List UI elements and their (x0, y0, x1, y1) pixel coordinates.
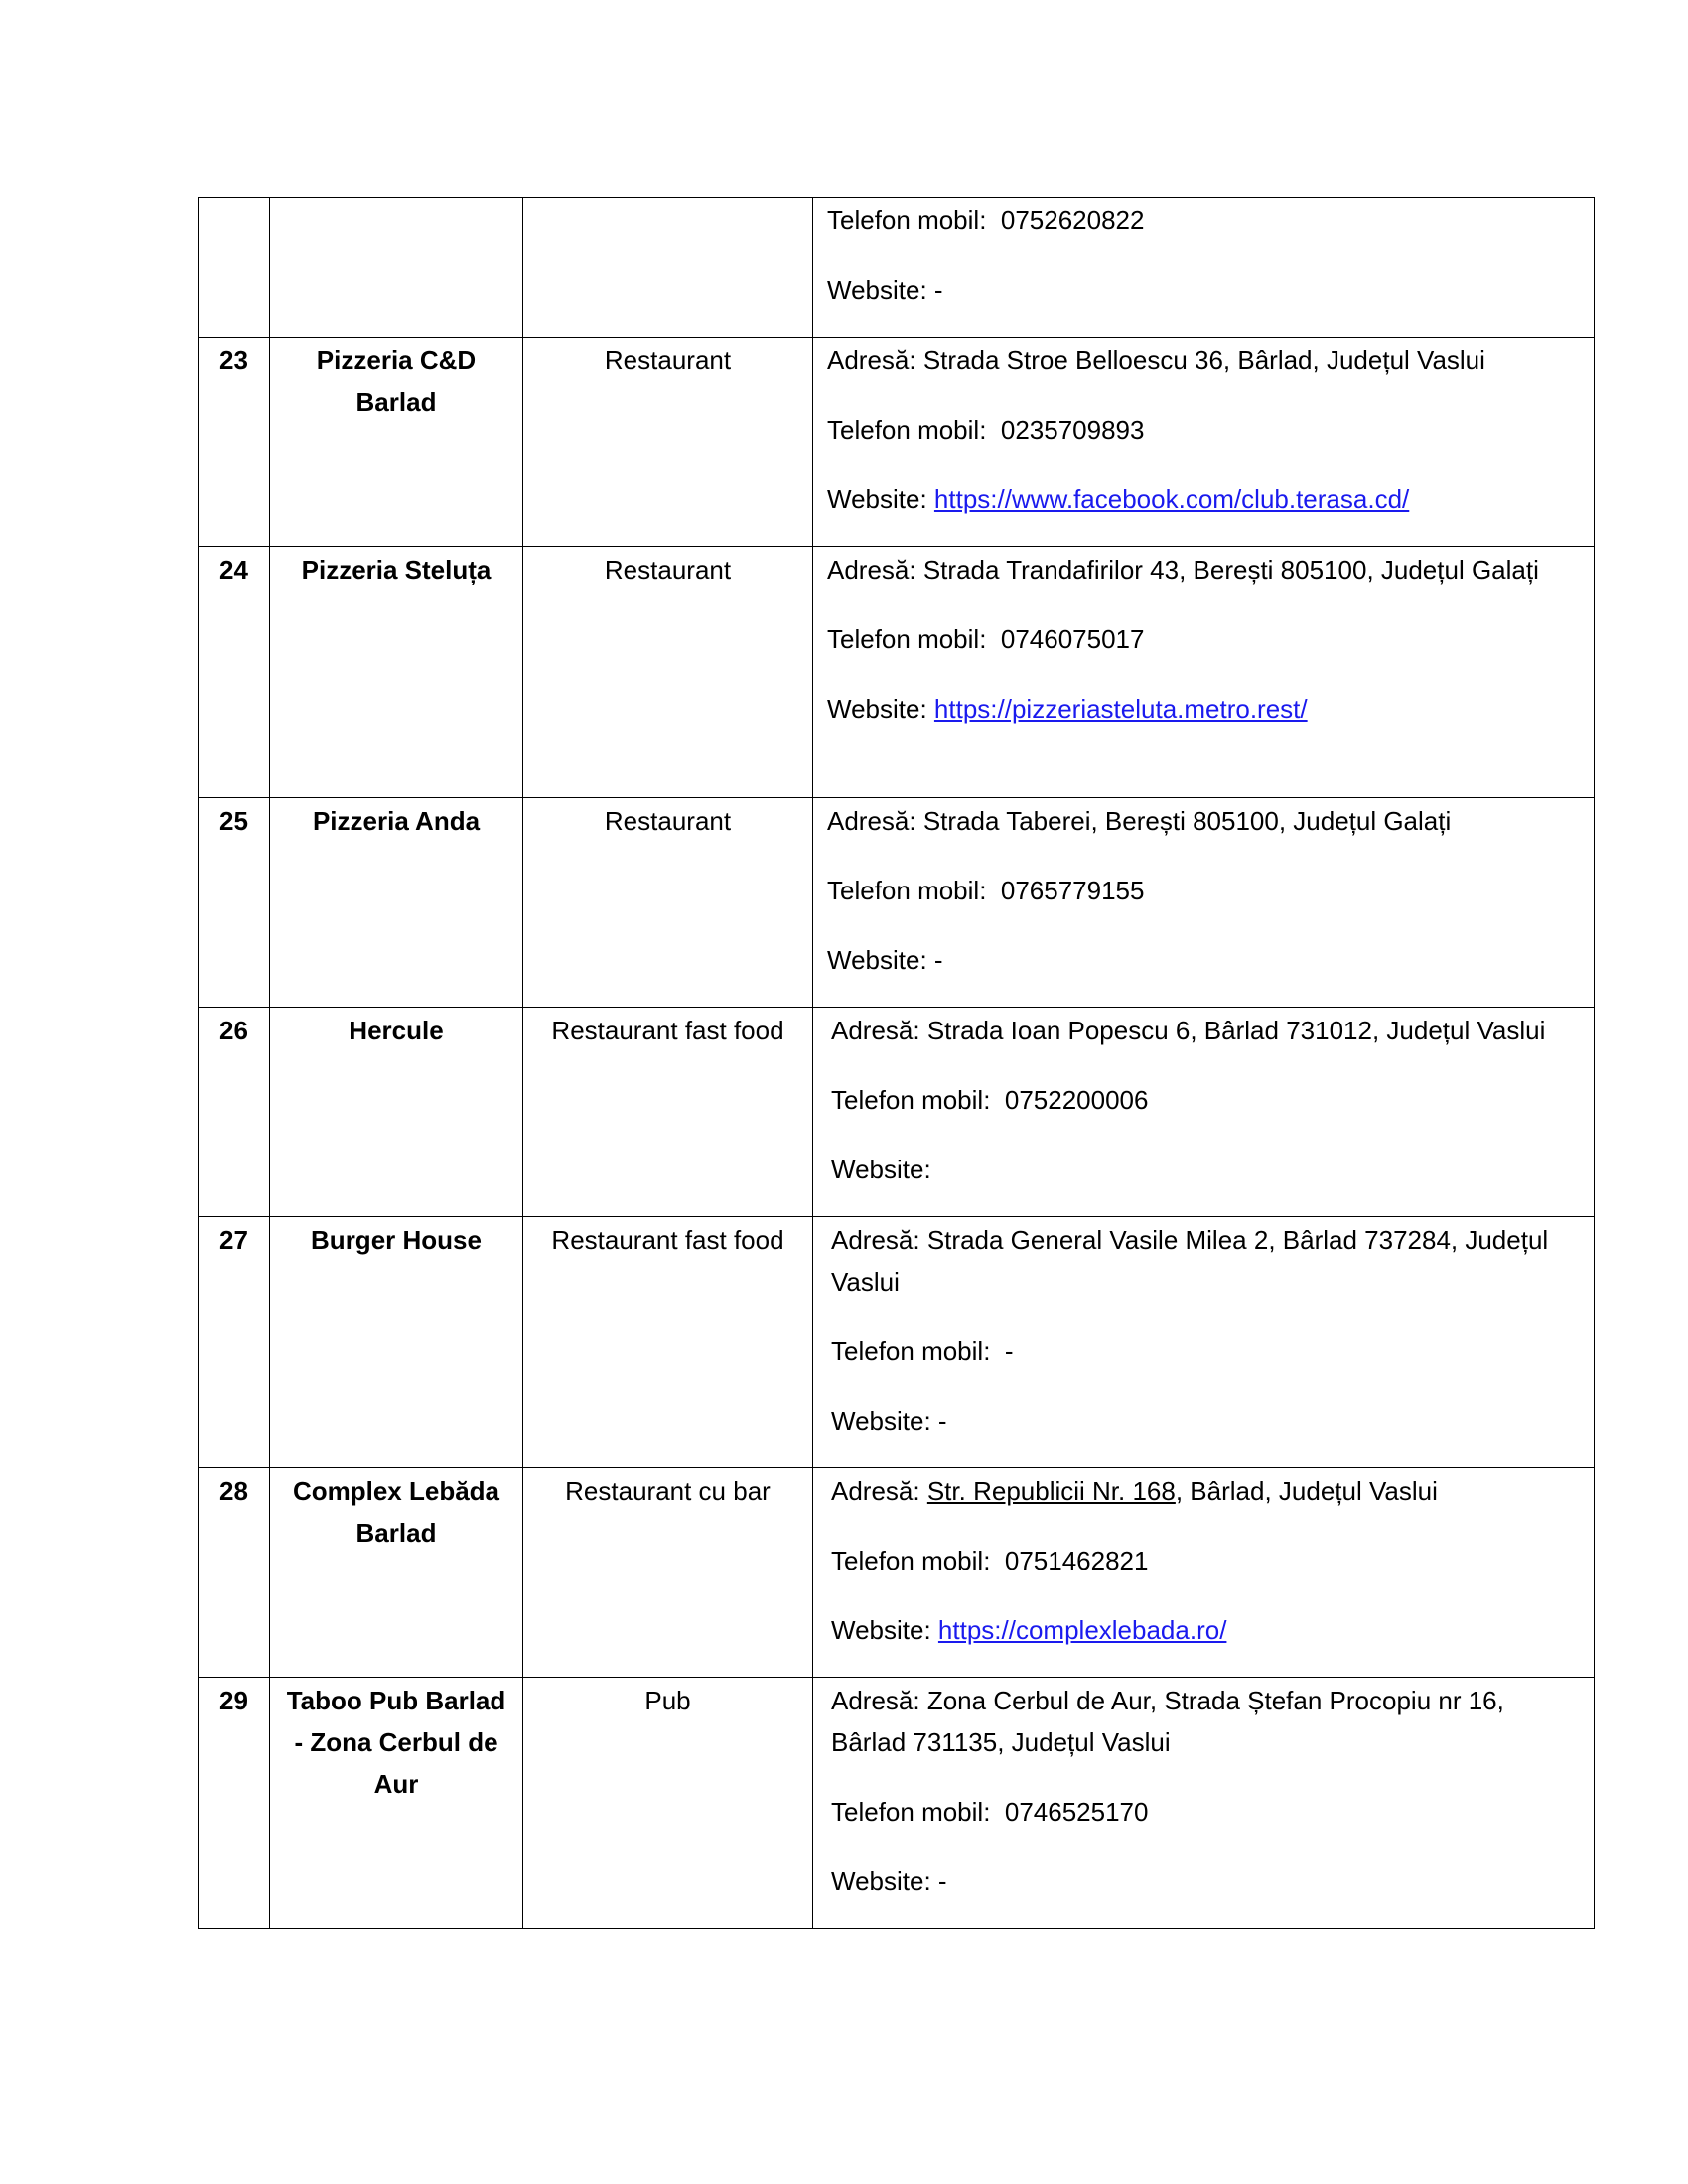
website-value: - (933, 275, 943, 305)
table-row (199, 1678, 1595, 1929)
venue-type: Restaurant (523, 798, 813, 1008)
venue-type: Restaurant fast food (523, 1217, 813, 1468)
table-row (199, 1468, 1595, 1678)
table-row-continuation (199, 198, 1595, 338)
venue-name: Hercule (270, 1008, 523, 1217)
table-row (199, 798, 1595, 1008)
address-value: Strada Stroe Belloescu 36, Bârlad, Județul Vaslui (922, 345, 1485, 375)
contact-cell (813, 338, 1595, 547)
phone-line: Telefon mobil: 0746525170 (831, 1797, 1149, 1827)
website-value: - (937, 1866, 947, 1896)
phone-line: Telefon mobil: 0765779155 (827, 876, 1145, 905)
contact-cell (813, 198, 1595, 338)
contact-cell (813, 547, 1595, 798)
venue-name: Pizzeria Steluța (270, 547, 523, 798)
phone-value: 0746525170 (1004, 1797, 1149, 1827)
website-line: Website: (831, 1155, 931, 1184)
nr-cell (199, 198, 270, 338)
row-number: 25 (199, 798, 270, 1008)
venues-table (198, 197, 1595, 1929)
venue-type: Restaurant fast food (523, 1008, 813, 1217)
website-line: Website: - (831, 1866, 947, 1896)
row-number: 28 (199, 1468, 270, 1678)
website-link[interactable]: https://www.facebook.com/club.terasa.cd/ (933, 484, 1410, 514)
venue-type: Restaurant cu bar (523, 1468, 813, 1678)
row-number: 27 (199, 1217, 270, 1468)
row-number: 24 (199, 547, 270, 798)
phone-line: Telefon mobil: 0751462821 (831, 1546, 1149, 1575)
venue-name: Burger House (270, 1217, 523, 1468)
phone-value: - (1004, 1336, 1014, 1366)
address-line: Adresă: Strada Taberei, Berești 805100, Județul Galați (827, 806, 1452, 836)
address-line: Adresă: Strada Trandafirilor 43, Berești 805100, Județul Galați (827, 555, 1539, 585)
table-row (199, 1008, 1595, 1217)
phone-line: Telefon mobil: 0752620822 (827, 205, 1145, 235)
website-link[interactable]: https://pizzeriasteluta.metro.rest/ (933, 694, 1308, 724)
address-value: Strada General Vasile Milea 2, Bârlad 737284, Județul Vaslui (831, 1225, 1549, 1297)
phone-line: Telefon mobil: - (831, 1336, 1014, 1366)
phone-value: 0751462821 (1004, 1546, 1149, 1575)
phone-value: 0752200006 (1004, 1085, 1149, 1115)
website-line: Website: - (827, 945, 943, 975)
website-link[interactable]: https://complexlebada.ro/ (937, 1615, 1227, 1645)
phone-value: 0746075017 (1000, 624, 1145, 654)
address-value: Strada Trandafirilor 43, Berești 805100, Județul Galați (922, 555, 1539, 585)
address-value: Strada Ioan Popescu 6, Bârlad 731012, Județul Vaslui (926, 1016, 1546, 1045)
table-row (199, 1217, 1595, 1468)
contact-cell (813, 1008, 1595, 1217)
website-value: - (933, 945, 943, 975)
website-line: Website: - (827, 275, 943, 305)
venue-name: Complex Lebăda Barlad (270, 1468, 523, 1678)
venue-name: Pizzeria C&D Barlad (270, 338, 523, 547)
venue-name: Taboo Pub Barlad - Zona Cerbul de Aur (270, 1678, 523, 1929)
address-value: , Bârlad, Județul Vaslui (1175, 1476, 1438, 1506)
address-value: Zona Cerbul de Aur, Strada Ștefan Procopiu nr 16, Bârlad 731135, Județul Vaslui (831, 1686, 1504, 1757)
address-line: Adresă: Strada Ioan Popescu 6, Bârlad 731012, Județul Vaslui (831, 1016, 1546, 1045)
row-number: 23 (199, 338, 270, 547)
phone-value: 0752620822 (1000, 205, 1145, 235)
address-line: Adresă: Strada General Vasile Milea 2, Bârlad 737284, Județul Vaslui (831, 1225, 1549, 1297)
website-line: Website: https://complexlebada.ro/ (831, 1615, 1227, 1645)
website-line: Website: - (831, 1406, 947, 1435)
website-line: Website: https://pizzeriasteluta.metro.rest/ (827, 694, 1308, 724)
address-line: Adresă: Str. Republicii Nr. 168, Bârlad, Județul Vaslui (831, 1476, 1438, 1506)
address-street: Str. Republicii Nr. 168 (926, 1476, 1176, 1506)
address-line: Adresă: Strada Stroe Belloescu 36, Bârlad, Județul Vaslui (827, 345, 1485, 375)
website-value: - (937, 1406, 947, 1435)
table-row (199, 338, 1595, 547)
name-cell (270, 198, 523, 338)
venue-type: Pub (523, 1678, 813, 1929)
row-number: 29 (199, 1678, 270, 1929)
phone-line: Telefon mobil: 0746075017 (827, 624, 1145, 654)
website-line: Website: https://www.facebook.com/club.terasa.cd/ (827, 484, 1410, 514)
phone-line: Telefon mobil: 0752200006 (831, 1085, 1149, 1115)
venue-name: Pizzeria Anda (270, 798, 523, 1008)
contact-cell (813, 798, 1595, 1008)
phone-value: 0235709893 (1000, 415, 1145, 445)
type-cell (523, 198, 813, 338)
row-number: 26 (199, 1008, 270, 1217)
phone-line: Telefon mobil: 0235709893 (827, 415, 1145, 445)
contact-cell (813, 1678, 1595, 1929)
venue-type: Restaurant (523, 547, 813, 798)
phone-value: 0765779155 (1000, 876, 1145, 905)
venue-type: Restaurant (523, 338, 813, 547)
address-line: Adresă: Zona Cerbul de Aur, Strada Ștefan Procopiu nr 16, Bârlad 731135, Județul Vaslui (831, 1686, 1504, 1757)
contact-cell (813, 1468, 1595, 1678)
contact-cell (813, 1217, 1595, 1468)
address-value: Strada Taberei, Berești 805100, Județul Galați (922, 806, 1452, 836)
table-row (199, 547, 1595, 798)
